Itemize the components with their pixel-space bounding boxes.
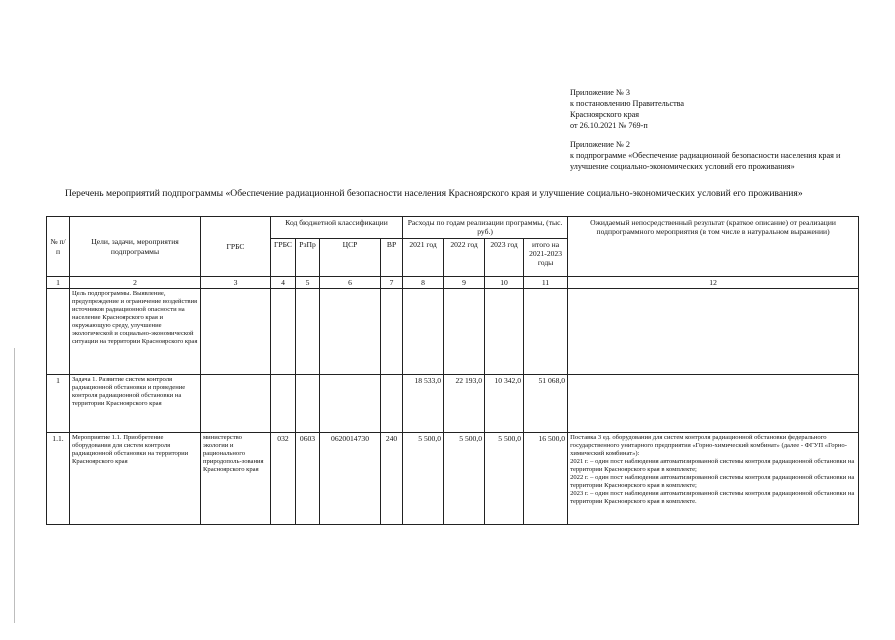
document-title: Перечень мероприятий подпрограммы «Обеспечение радиационной безопасности населения Красноярского края и улучшение социально-экономических условий его проживания» bbox=[65, 188, 803, 199]
cell-empty bbox=[524, 289, 568, 375]
measure-2022: 5 500,0 bbox=[444, 433, 485, 525]
cell-empty bbox=[271, 289, 296, 375]
measure-result-line: Поставка 3 ед. оборудования для систем контроля радиационной обстановки федерального государственного унитарного предприятия «Горно-химический комбинат» (далее - ФГУП «Горно-химический комбинат»): bbox=[570, 434, 847, 458]
goal-row bbox=[47, 289, 859, 375]
header-num: № п/п bbox=[47, 217, 70, 277]
header-year-2022: 2022 год bbox=[444, 239, 485, 277]
column-number: 7 bbox=[381, 277, 403, 289]
column-number: 2 bbox=[70, 277, 201, 289]
measure-result-line: 2023 г. – один пост наблюдения автоматизированной системы контроля радиационной обстановки на территории Красноярского края в комплекте. bbox=[570, 490, 855, 506]
header-result: Ожидаемый непосредственный результат (краткое описание) от реализации подпрограммного мероприятия (в том числе в натуральном выражении) bbox=[568, 217, 859, 277]
column-number: 1 bbox=[47, 277, 70, 289]
column-number: 10 bbox=[485, 277, 524, 289]
task-2023: 10 342,0 bbox=[485, 375, 524, 433]
task-2022: 22 193,0 bbox=[444, 375, 485, 433]
cell-empty bbox=[201, 375, 271, 433]
appendix-gap bbox=[570, 131, 880, 139]
appendix-line: от 26.10.2021 № 769-п bbox=[570, 121, 648, 130]
measure-vr: 240 bbox=[381, 433, 403, 525]
header-row-1 bbox=[47, 217, 859, 239]
column-number-row bbox=[47, 277, 859, 289]
cell-empty bbox=[403, 289, 444, 375]
header-year-2021: 2021 год bbox=[403, 239, 444, 277]
task-text: Задача 1. Развитие систем контроля радиационной обстановки и проведение контроля радиационной обстановки на территории Красноярского края bbox=[70, 375, 201, 433]
measure-2021: 5 500,0 bbox=[403, 433, 444, 525]
column-number: 3 bbox=[201, 277, 271, 289]
measure-result-line: 2021 г. – один пост наблюдения автоматизированной системы контроля радиационной обстановки на территории Красноярского края в комплекте; bbox=[570, 458, 855, 474]
appendix-line: к постановлению Правительства bbox=[570, 99, 685, 108]
header-sub-grbs: ГРБС bbox=[271, 239, 296, 277]
task-2021: 18 533,0 bbox=[403, 375, 444, 433]
task-total: 51 068,0 bbox=[524, 375, 568, 433]
measure-rzpr: 0603 bbox=[296, 433, 320, 525]
measure-result-line: 2022 г. – один пост наблюдения автоматизированной системы контроля радиационной обстановки на территории Красноярского края в комплекте; bbox=[570, 474, 855, 490]
header-year-2023: 2023 год bbox=[485, 239, 524, 277]
cell-empty bbox=[47, 289, 70, 375]
measures-table bbox=[46, 216, 859, 525]
measure-csr: 0620014730 bbox=[320, 433, 381, 525]
measure-grbs: министерство экологии и рационального природополь-зования Красноярского края bbox=[201, 433, 271, 525]
header-sub-csr: ЦСР bbox=[320, 239, 381, 277]
cell-empty bbox=[381, 375, 403, 433]
cell-empty bbox=[381, 289, 403, 375]
header-sub-vr: ВР bbox=[381, 239, 403, 277]
cell-empty bbox=[320, 375, 381, 433]
cell-empty bbox=[485, 289, 524, 375]
appendix-block bbox=[570, 87, 880, 172]
appendix-line: Приложение № 3 bbox=[570, 88, 630, 97]
header-goals: Цели, задачи, мероприятия подпрограммы bbox=[70, 217, 201, 277]
cell-empty bbox=[296, 289, 320, 375]
cell-empty bbox=[320, 289, 381, 375]
cell-empty bbox=[568, 289, 859, 375]
measure-result bbox=[568, 433, 859, 525]
cell-empty bbox=[201, 289, 271, 375]
task-num: 1 bbox=[47, 375, 70, 433]
measure-2023: 5 500,0 bbox=[485, 433, 524, 525]
appendix-line: Приложение № 2 bbox=[570, 140, 630, 149]
header-total: итого на 2021-2023 годы bbox=[524, 239, 568, 277]
column-number: 6 bbox=[320, 277, 381, 289]
cell-empty bbox=[296, 375, 320, 433]
header-grbs: ГРБС bbox=[201, 217, 271, 277]
column-number: 5 bbox=[296, 277, 320, 289]
cell-empty bbox=[444, 289, 485, 375]
column-number: 4 bbox=[271, 277, 296, 289]
column-number: 9 bbox=[444, 277, 485, 289]
measure-total: 16 500,0 bbox=[524, 433, 568, 525]
column-number: 11 bbox=[524, 277, 568, 289]
header-expenses: Расходы по годам реализации программы, (тыс. руб.) bbox=[403, 217, 568, 239]
scan-artifact-line bbox=[14, 348, 15, 623]
appendix-line: к подпрограмме «Обеспечение радиационной безопасности населения края и bbox=[570, 151, 841, 160]
header-sub-rzpr: РзПр bbox=[296, 239, 320, 277]
measure-text: Мероприятие 1.1. Приобретение оборудования для систем контроля радиационной обстановки на территории Красноярского края bbox=[70, 433, 201, 525]
column-number: 12 bbox=[568, 277, 859, 289]
measure-grbs-code: 032 bbox=[271, 433, 296, 525]
header-budget-code: Код бюджетной классификации bbox=[271, 217, 403, 239]
cell-empty bbox=[568, 375, 859, 433]
goal-text: Цель подпрограммы. Выявление, предупреждение и ограничение воздействия источников радиационной опасности на население Красноярского края и окружающую среду, улучшение экологической и социально-экономической ситуации на территории Красноярского края bbox=[70, 289, 201, 375]
column-number: 8 bbox=[403, 277, 444, 289]
appendix-line: Красноярского края bbox=[570, 110, 640, 119]
measure-num: 1.1. bbox=[47, 433, 70, 525]
cell-empty bbox=[271, 375, 296, 433]
appendix-line: улучшение социально-экономических условий его проживания» bbox=[570, 162, 795, 171]
measure-row bbox=[47, 433, 859, 525]
task-row bbox=[47, 375, 859, 433]
